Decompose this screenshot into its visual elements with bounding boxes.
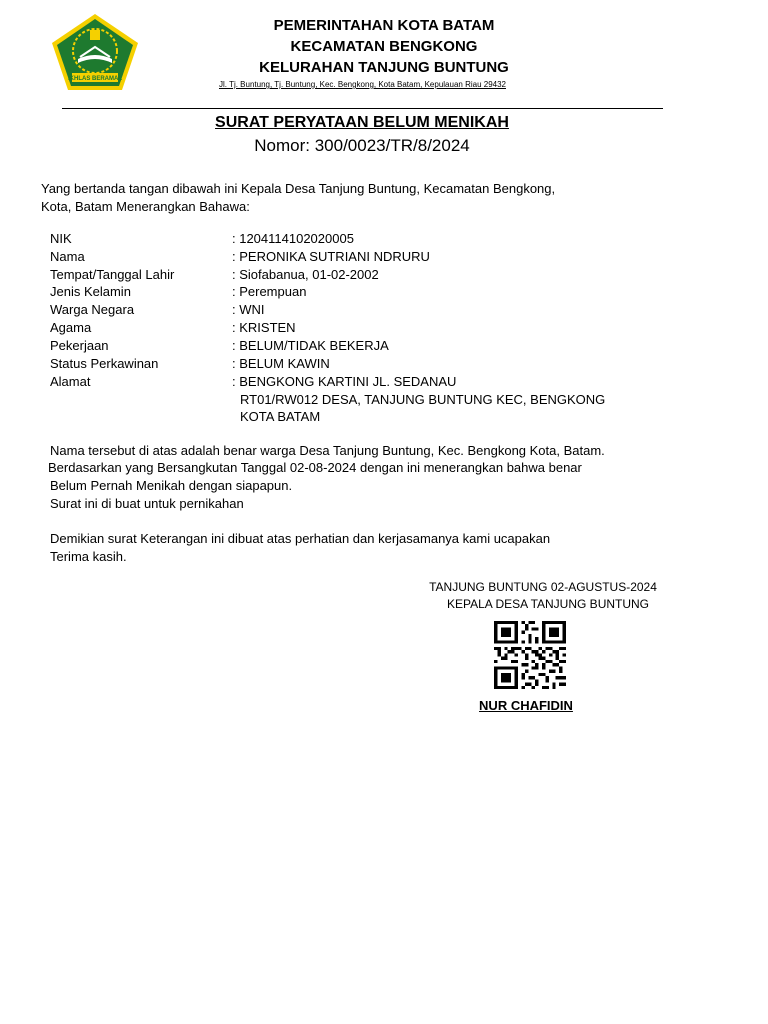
field-label-nik: NIK [50,231,72,246]
signature-position: KEPALA DESA TANJUNG BUNTUNG [446,597,650,611]
field-label-nama: Nama [50,249,85,264]
emblem-motto: IKHLAS BERAMAL [68,76,122,82]
header-divider [62,108,663,109]
qr-code-icon [494,621,566,689]
header-address: Jl. Tj. Buntung, Tj. Buntung, Kec. Bengkong, Kota Batam, Kepulauan Riau 29432 [218,80,506,89]
field-value-address-line-2: RT01/RW012 DESA, TANJUNG BUNTUNG KEC, BENGKONG [240,392,606,407]
intro-line-2: Kota, Batam Menerangkan Bahawa: [41,199,250,214]
letter-title: SURAT PERYATAAN BELUM MENIKAH [215,114,509,131]
signatory-name: NUR CHAFIDIN [479,698,573,713]
field-value-nama: : PERONIKA SUTRIANI NDRURU [232,249,430,264]
header-government: PEMERINTAHAN KOTA BATAM [273,17,495,34]
field-label-birth: Tempat/Tanggal Lahir [50,267,175,282]
statement-line-4: Surat ini di buat untuk pernikahan [50,496,244,511]
field-value-birth: : Siofabanua, 01-02-2002 [232,267,379,282]
field-value-address-line-3: KOTA BATAM [240,409,321,424]
header-district: KECAMATAN BENGKONG [290,38,478,55]
header-village: KELURAHAN TANJUNG BUNTUNG [259,59,509,76]
statement-line-1: Nama tersebut di atas adalah benar warga Desa Tanjung Buntung, Kec. Bengkong Kota, Batam. [50,443,605,458]
field-label-occupation: Pekerjaan [50,338,109,353]
signature-place-date: TANJUNG BUNTUNG 02-AGUSTUS-2024 [429,580,657,594]
field-value-gender: : Perempuan [232,284,307,299]
field-label-citizenship: Warga Negara [50,302,135,317]
field-label-religion: Agama [50,320,92,335]
field-value-citizenship: : WNI [232,302,265,317]
closing-line-1: Demikian surat Keterangan ini dibuat atas perhatian dan kerjasamanya kami ucapakan [50,531,551,546]
field-value-religion: : KRISTEN [232,320,296,335]
intro-line-1: Yang bertanda tangan dibawah ini Kepala Desa Tanjung Buntung, Kecamatan Bengkong, [41,181,556,196]
statement-line-2: Berdasarkan yang Bersangkutan Tanggal 02-08-2024 dengan ini menerangkan bahwa benar [48,460,582,475]
field-label-address: Alamat [50,374,91,389]
field-value-address: : BENGKONG KARTINI JL. SEDANAU [232,374,457,389]
field-value-marital-status: : BELUM KAWIN [232,356,330,371]
field-value-nik: : 1204114102020005 [232,231,354,246]
letter-number: Nomor: 300/0023/TR/8/2024 [254,136,470,155]
field-value-occupation: : BELUM/TIDAK BEKERJA [232,338,389,353]
field-label-gender: Jenis Kelamin [50,284,131,299]
closing-line-2: Terima kasih. [50,549,127,564]
statement-line-3: Belum Pernah Menikah dengan siapapun. [50,478,293,493]
field-label-marital-status: Status Perkawinan [50,356,159,371]
